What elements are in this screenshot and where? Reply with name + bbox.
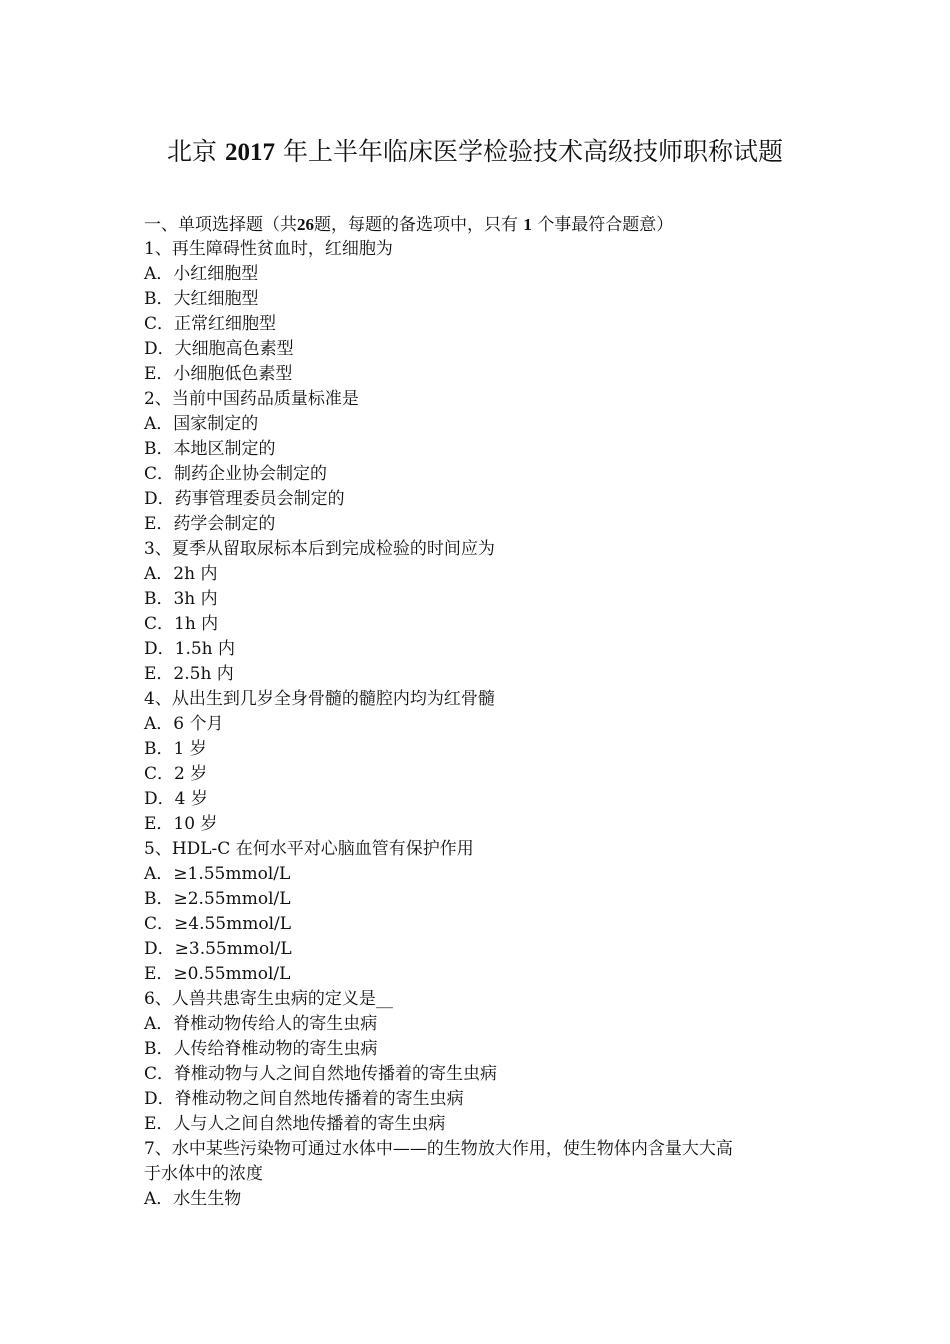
text-line: B．大红细胞型 [144, 289, 259, 309]
section-only: 1 [523, 215, 532, 234]
text-line: B．本地区制定的 [144, 439, 276, 459]
text-line: E．人与人之间自然地传播着的寄生虫病 [144, 1114, 446, 1134]
text-line: 6、人兽共患寄生虫病的定义是__ [144, 989, 393, 1009]
text-line: B．1 岁 [144, 739, 207, 759]
text-line: D．脊椎动物之间自然地传播着的寄生虫病 [144, 1089, 464, 1109]
text-line: A．6 个月 [144, 714, 224, 734]
page-title [0, 134, 950, 171]
title-prefix: 北京 [167, 137, 218, 166]
text-line: D．4 岁 [144, 789, 208, 809]
text-line: A．小红细胞型 [144, 264, 259, 284]
section-text-c: 个事最符合题意） [537, 215, 674, 235]
text-line: 于水体中的浓度 [144, 1164, 263, 1184]
text-line: E．≥0.55mmol/L [144, 964, 291, 984]
text-line: A．国家制定的 [144, 414, 259, 434]
text-line: B．≥2.55mmol/L [144, 889, 291, 909]
text-line: C．脊椎动物与人之间自然地传播着的寄生虫病 [144, 1064, 498, 1084]
section-text-b: 题，每题的备选项中，只有 [314, 215, 518, 235]
text-line: E．2.5h 内 [144, 664, 234, 684]
text-line: A．≥1.55mmol/L [144, 864, 291, 884]
text-line: D．≥3.55mmol/L [144, 939, 292, 959]
title-year: 2017 [225, 139, 275, 166]
text-line: 5、HDL-C 在何水平对心脑血管有保护作用 [144, 839, 474, 859]
text-line: C．≥4.55mmol/L [144, 914, 292, 934]
text-line: D．大细胞高色素型 [144, 339, 294, 359]
text-line: A．脊椎动物传给人的寄生虫病 [144, 1014, 378, 1034]
text-line: C．正常红细胞型 [144, 314, 277, 334]
text-line: 7、水中某些污染物可通过水体中——的生物放大作用，使生物体内含量大大高 [144, 1139, 733, 1159]
text-line: 4、从出生到几岁全身骨髓的髓腔内均为红骨髓 [144, 689, 495, 709]
title-suffix: 年上半年临床医学检验技术高级技师职称试题 [282, 137, 783, 166]
section-count: 26 [297, 215, 314, 234]
section-text-a: 一、单项选择题（共 [144, 215, 297, 235]
text-line: E．10 岁 [144, 814, 218, 834]
text-line: E．药学会制定的 [144, 514, 276, 534]
document-body [144, 212, 824, 1212]
text-line: 1、再生障碍性贫血时，红细胞为 [144, 239, 393, 259]
text-line: B．人传给脊椎动物的寄生虫病 [144, 1039, 378, 1059]
text-line: D．药事管理委员会制定的 [144, 489, 345, 509]
text-line: C．制药企业协会制定的 [144, 464, 328, 484]
text-line: C．2 岁 [144, 764, 208, 784]
section-heading [144, 212, 824, 237]
text-line: D．1.5h 内 [144, 639, 236, 659]
text-line: 2、当前中国药品质量标准是 [144, 389, 359, 409]
text-line: 3、夏季从留取尿标本后到完成检验的时间应为 [144, 539, 495, 559]
text-line: B．3h 内 [144, 589, 218, 609]
text-line: A．水生生物 [144, 1189, 242, 1209]
text-line: E．小细胞低色素型 [144, 364, 293, 384]
question-list [144, 237, 824, 1212]
text-line: C．1h 内 [144, 614, 219, 634]
text-line: A．2h 内 [144, 564, 218, 584]
